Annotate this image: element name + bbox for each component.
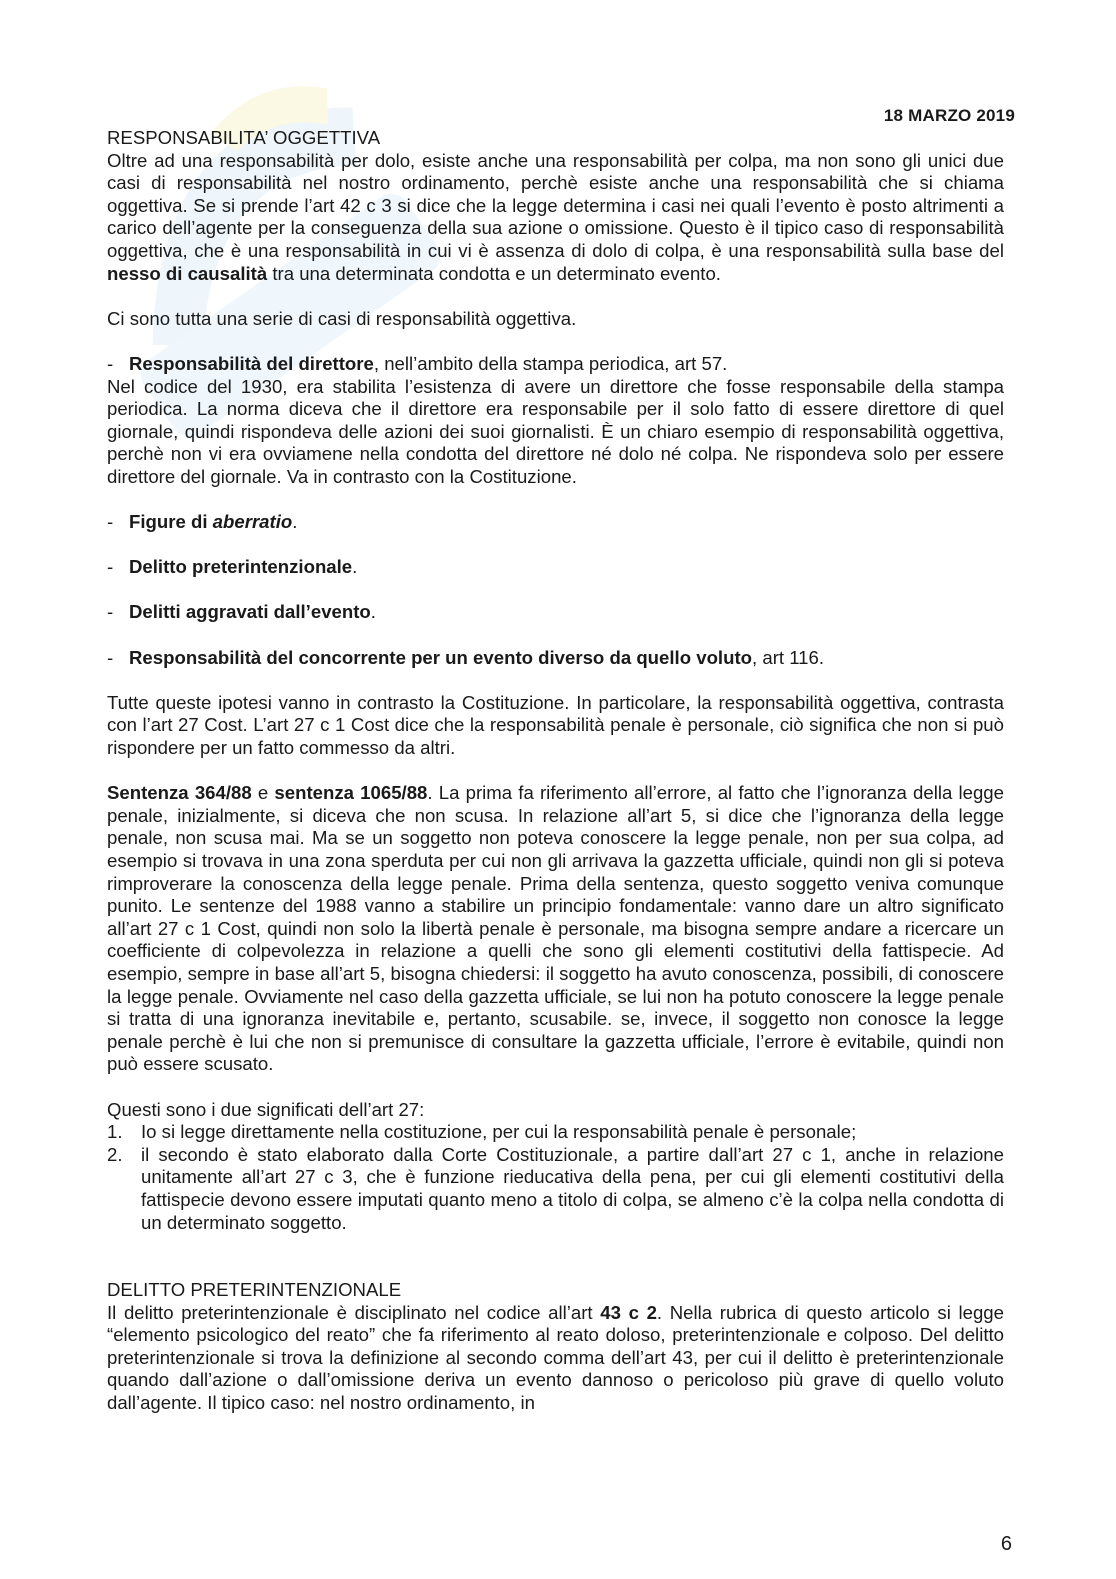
text: , nell’ambito della stampa periodica, art 57. [373,352,728,374]
list-item [107,511,1004,534]
text: , art 116. [752,646,825,668]
paragraph: Nel codice del 1930, era stabilita l’esistenza di avere un direttore che fosse responsabile della stampa periodica. La norma diceva che il direttore era responsabile per il solo fatto di essere direttore di quel giornale, quindi rispondeva delle azioni dei suoi giornalisti. È un chiaro esempio di responsabilità oggettiva, perchè non vi era ovviamene nella condotta del direttore né dolo né colpa. Ne rispondeva solo per essere direttore del giornale. Va in contrasto con la Costituzione. [107,375,1004,487]
bold-text: Delitto preterintenzionale [129,556,353,578]
text: Oltre ad una responsabilità per dolo, esiste anche una responsabilità per colpa, ma non sono gli unici due casi di responsabilità nel nostro ordinamento, perchè esiste anche una responsabilità che si chiama oggettiva. Se si prende l’art 42 c 3 si dice che la legge determina i casi nei quali l’evento è posto altrimenti a carico dell’agente per la conseguenza della sua azione o omissione. Questo è il tipico caso di responsabilità oggettiva, che è una responsabilità in cui vi è assenza di dolo di colpa, è una responsabilità sulla base del [107,149,1004,261]
paragraph [107,150,1004,286]
bold-text: Delitti aggravati dall’evento [129,601,371,623]
paragraph: Ci sono tutta una serie di casi di responsabilità oggettiva. [107,307,577,329]
paragraph [107,1302,1004,1415]
dash-marker: - [107,556,114,578]
text: . [292,511,298,533]
section-heading-responsabilita: RESPONSABILITA’ OGGETTIVA [107,127,381,148]
dash-marker: - [107,352,114,374]
document-date: 18 MARZO 2019 [883,106,1015,125]
bold-text: Responsabilità del concorrente per un evento diverso da quello voluto [129,646,753,668]
text: . [352,556,358,578]
text: e [251,782,275,804]
text: . Nella rubrica di questo articolo si legge “elemento psicologico del reato” che fa riferimento al reato doloso, preterintenzionale e colposo. Del delitto preterintenzionale si trova la definizione al secondo comma dell’art 43, per cui il delitto è preterintenzionale quando dall’azione o dall’omissione deriva un evento dannoso o pericoloso più grave di quello voluto dall’agente. Il tipico caso: nel nostro ordinamento, in [107,1301,1004,1414]
list-item [107,353,1004,376]
numbered-list-item [107,1144,1004,1234]
bold-text: Sentenza 364/88 [107,782,252,804]
bold-text: nesso di causalità [107,262,268,284]
numbered-list-item [107,1121,1004,1144]
numbered-list [107,1121,1004,1234]
text: . [370,601,376,623]
text: il secondo è stato elaborato dalla Corte Costituzionale, a partire dall’art 27 c 1, anche in relazione unitamente all’art 27 c 3, che è funzione rieducativa della pena, per cui gli elementi costitutivi della fattispecie devono essere imputati quanto meno a titolo di colpa, se almeno c’è la colpa nella condotta di un determinato soggetto. [141,1143,1004,1233]
dash-marker: - [107,646,114,668]
bold-text: 43 c 2 [600,1301,657,1323]
paragraph: Questi sono i due significati dell’art 27: [107,1098,425,1120]
list-number: 1. [107,1121,123,1143]
italic-text: aberratio [212,511,293,533]
bold-text: Figure di [129,511,213,533]
paragraph: Tutte queste ipotesi vanno in contrasto la Costituzione. In particolare, la responsabilità oggettiva, contrasta con l’art 27 Cost. L’art 27 c 1 Cost dice che la responsabilità penale è personale, ciò significa che non si può rispondere per un fatto commesso da altri. [107,691,1004,759]
text: tra una determinata condotta e un determinato evento. [267,262,721,284]
text: . La prima fa riferimento all’errore, al fatto che l’ignoranza della legge penale, inizialmente, si diceva che non scusa. In relazione all’art 5, si dice che l’ignoranza della legge penale, non scusa mai. Ma se un soggetto non poteva conoscere la legge penale, non per sua colpa, ad esempio si trovava in una zona sperduta per cui non gli arrivava la gazzetta ufficiale, quindi non gli si poteva rimproverare la conoscenza della legge penale. Prima della sentenza, questo soggetto veniva comunque punito. Le sentenze del 1988 vanno a stabilire un principio fondamentale: vanno dare un altro significato all’art 27 c 1 Cost, quindi non solo la libertà penale è personale, ma bisogna sempre andare a ricercare un coefficiente di colpevolezza in relazione a quelli che sono gli elementi costitutivi della fattispecie. Ad esempio, sempre in base all’art 5, bisogna chiedersi: il soggetto ha avuto conoscenza, possibili, di conoscere la legge penale. Ovviamente nel caso della gazzetta ufficiale, se lui non ha potuto conoscere la legge penale si tratta di una ignoranza inevitabile e, pertanto, scusabile. se, invece, il soggetto non conosce la legge penale perchè è lui che non si premunisce di consultare la gazzetta ufficiale, l’errore è evitabile, quindi non può essere scusato. [107,782,1004,1075]
dash-marker: - [107,511,114,533]
list-item [107,647,1004,670]
text: Io si legge direttamente nella costituzione, per cui la responsabilità penale è personale; [141,1121,857,1143]
list-item [107,601,1004,624]
dash-marker: - [107,601,114,623]
list-number: 2. [107,1143,123,1165]
page-number: 6 [1000,1533,1012,1555]
section-heading-delitto: DELITTO PRETERINTENZIONALE [107,1279,402,1301]
bold-text: Responsabilità del direttore [129,352,374,374]
page-body [107,127,1004,1415]
bold-text: sentenza 1065/88 [274,782,428,804]
list-item [107,556,1004,579]
text: Il delitto preterintenzionale è disciplinato nel codice all’art [107,1301,601,1323]
paragraph [107,782,1004,1076]
